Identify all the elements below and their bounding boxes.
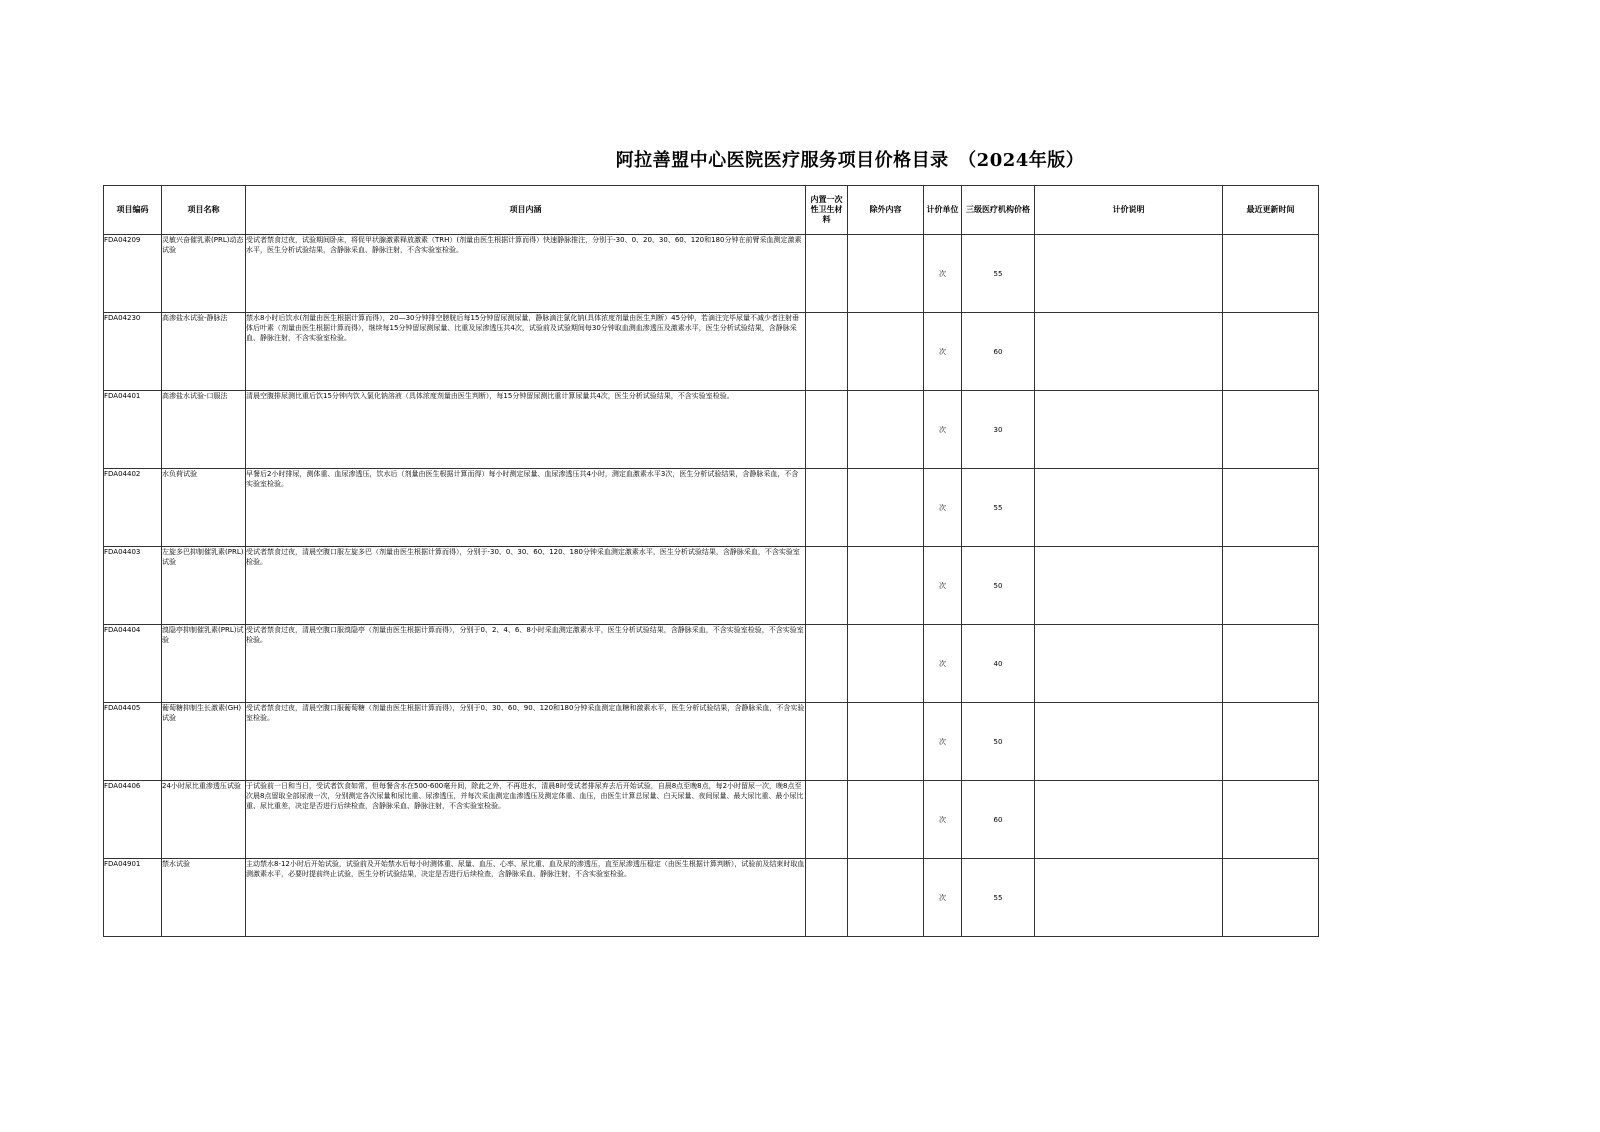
cell-updated — [1223, 235, 1319, 313]
header-notes: 计价说明 — [1035, 186, 1223, 235]
table-row — [104, 235, 1319, 313]
cell-exclusions — [848, 313, 924, 391]
cell-exclusions — [848, 859, 924, 937]
cell-updated — [1223, 781, 1319, 859]
header-price: 三级医疗机构价格 — [962, 186, 1035, 235]
cell-price: 50 — [962, 547, 1035, 625]
cell-notes — [1035, 313, 1223, 391]
header-updated: 最近更新时间 — [1223, 186, 1319, 235]
cell-name: 水负荷试验 — [162, 469, 246, 547]
cell-unit: 次 — [924, 781, 962, 859]
cell-price: 40 — [962, 625, 1035, 703]
cell-materials — [806, 625, 848, 703]
cell-price: 55 — [962, 235, 1035, 313]
cell-code: FDA04405 — [104, 703, 162, 781]
cell-name: 高渗盐水试验-静脉法 — [162, 313, 246, 391]
cell-notes — [1035, 859, 1223, 937]
cell-name: 高渗盐水试验-口服法 — [162, 391, 246, 469]
cell-content: 受试者禁食过夜，清晨空腹口服溴隐亭（剂量由医生根据计算而得），分别于0、2、4、6、8小时采血测定激素水平，医生分析试验结果，含静脉采血，不含实验室检验，不含实验室检验。 — [246, 625, 806, 703]
cell-price: 50 — [962, 703, 1035, 781]
cell-notes — [1035, 235, 1223, 313]
cell-name: 葡萄糖抑制生长激素(GH)试验 — [162, 703, 246, 781]
cell-content: 于试验前一日和当日，受试者饮食如常，但每餐含水在500-600毫升间，除此之外，不再进水，清晨8时受试者排尿弃去后开始试验，自晨8点至晚8点，每2小时留尿一次，晚8点至次晨8点留取全部尿液一次，分别测定各次尿量和尿比重、尿渗透压，并每次采血测定血渗透压及测定体重、血压，由医生计算总尿量、白天尿量、夜间尿量、最大尿比重、最小尿比重、尿比重差，决定是否进行后续检查，含静脉采血、静脉注射，不含实验室检验。 — [246, 781, 806, 859]
cell-price: 55 — [962, 469, 1035, 547]
cell-materials — [806, 235, 848, 313]
cell-content: 主动禁水8-12小时后开始试验，试验前及开始禁水后每小时测体重、尿量、血压、心率、尿比重、血及尿的渗透压，直至尿渗透压稳定（由医生根据计算判断），试验前及结束时取血测激素水平，必要时提前终止试验，医生分析试验结果，决定是否进行后续检查，含静脉采血、静脉注射，不含实验室检验。 — [246, 859, 806, 937]
cell-code: FDA04901 — [104, 859, 162, 937]
cell-updated — [1223, 625, 1319, 703]
cell-price: 60 — [962, 313, 1035, 391]
cell-materials — [806, 313, 848, 391]
cell-price: 30 — [962, 391, 1035, 469]
cell-content: 受试者禁食过夜，清晨空腹口服左旋多巴（剂量由医生根据计算而得），分别于-30、0、30、60、120、180分钟采血测定激素水平，医生分析试验结果，含静脉采血，不含实验室检验。 — [246, 547, 806, 625]
cell-content: 清晨空腹排尿测比重后饮15分钟内饮入氯化钠溶液（具体浓度剂量由医生判断），每15分钟留尿测比重计算尿量共4次，医生分析试验结果，不含实验室检验。 — [246, 391, 806, 469]
header-exclusions: 除外内容 — [848, 186, 924, 235]
cell-code: FDA04209 — [104, 235, 162, 313]
header-content: 项目内涵 — [246, 186, 806, 235]
cell-materials — [806, 469, 848, 547]
cell-unit: 次 — [924, 859, 962, 937]
table-row — [104, 469, 1319, 547]
cell-exclusions — [848, 625, 924, 703]
cell-materials — [806, 703, 848, 781]
cell-unit: 次 — [924, 313, 962, 391]
cell-name: 24小时尿比重渗透压试验 — [162, 781, 246, 859]
cell-materials — [806, 547, 848, 625]
table-row — [104, 391, 1319, 469]
cell-materials — [806, 781, 848, 859]
cell-updated — [1223, 859, 1319, 937]
header-row — [104, 186, 1319, 235]
cell-content: 禁水8小时后饮水(剂量由医生根据计算而得），20—30分钟排空膀胱后每15分钟留尿测尿量，静脉滴注氯化钠(具体浓度剂量由医生判断）45分钟，若滴注完毕尿量不减少者注射垂体后叶素（剂量由医生根据计算而得），继续每15分钟留尿测尿量、比重及尿渗透压共4次，试验前及试验期间每30分钟取血测血渗透压及激素水平，医生分析试验结果，含静脉采血、静脉注射，不含实验室检验。 — [246, 313, 806, 391]
cell-price: 60 — [962, 781, 1035, 859]
cell-exclusions — [848, 469, 924, 547]
page-title: 阿拉善盟中心医院医疗服务项目价格目录 （2024年版） — [615, 150, 1085, 171]
cell-notes — [1035, 391, 1223, 469]
cell-code: FDA04230 — [104, 313, 162, 391]
cell-materials — [806, 391, 848, 469]
cell-exclusions — [848, 703, 924, 781]
cell-notes — [1035, 781, 1223, 859]
cell-name: 溴隐亭抑制催乳素(PRL)试验 — [162, 625, 246, 703]
table-row — [104, 703, 1319, 781]
cell-notes — [1035, 469, 1223, 547]
cell-exclusions — [848, 781, 924, 859]
header-unit: 计价单位 — [924, 186, 962, 235]
cell-unit: 次 — [924, 469, 962, 547]
price-catalog-table — [103, 185, 1319, 937]
cell-materials — [806, 859, 848, 937]
cell-code: FDA04403 — [104, 547, 162, 625]
cell-name: 灵敏兴奋催乳素(PRL)动态试验 — [162, 235, 246, 313]
cell-name: 左旋多巴抑制催乳素(PRL)试验 — [162, 547, 246, 625]
cell-updated — [1223, 469, 1319, 547]
cell-content: 受试者禁食过夜，试验期间卧床，将促甲状腺激素释放激素（TRH）(剂量由医生根据计算而得）快速静脉推注，分别于-30、0、20、30、60、120和180分钟在前臂采血测定激素水平，医生分析试验结果，含静脉采血、静脉注射，不含实验室检验。 — [246, 235, 806, 313]
cell-notes — [1035, 625, 1223, 703]
cell-exclusions — [848, 547, 924, 625]
cell-name: 禁水试验 — [162, 859, 246, 937]
table-row — [104, 781, 1319, 859]
cell-unit: 次 — [924, 547, 962, 625]
cell-unit: 次 — [924, 235, 962, 313]
cell-price: 55 — [962, 859, 1035, 937]
cell-unit: 次 — [924, 703, 962, 781]
cell-updated — [1223, 313, 1319, 391]
table-row — [104, 547, 1319, 625]
header-materials: 内置一次性卫生材料 — [806, 186, 848, 235]
cell-exclusions — [848, 235, 924, 313]
cell-unit: 次 — [924, 625, 962, 703]
cell-code: FDA04402 — [104, 469, 162, 547]
table-row — [104, 859, 1319, 937]
cell-code: FDA04404 — [104, 625, 162, 703]
cell-notes — [1035, 547, 1223, 625]
cell-exclusions — [848, 391, 924, 469]
cell-updated — [1223, 703, 1319, 781]
table-row — [104, 313, 1319, 391]
cell-updated — [1223, 547, 1319, 625]
cell-notes — [1035, 703, 1223, 781]
cell-code: FDA04406 — [104, 781, 162, 859]
cell-updated — [1223, 391, 1319, 469]
header-name: 项目名称 — [162, 186, 246, 235]
cell-code: FDA04401 — [104, 391, 162, 469]
cell-content: 早餐后2小时排尿，测体重、血尿渗透压，饮水后（剂量由医生根据计算而得）每小时测定尿量、血尿渗透压共4小时，测定血激素水平3次，医生分析试验结果，含静脉采血，不含实验室检验。 — [246, 469, 806, 547]
header-code: 项目编码 — [104, 186, 162, 235]
cell-unit: 次 — [924, 391, 962, 469]
table-row — [104, 625, 1319, 703]
cell-content: 受试者禁食过夜，清晨空腹口服葡萄糖（剂量由医生根据计算而得），分别于0、30、60、90、120和180分钟采血测定血糖和激素水平，医生分析试验结果，含静脉采血，不含实验室检验。 — [246, 703, 806, 781]
